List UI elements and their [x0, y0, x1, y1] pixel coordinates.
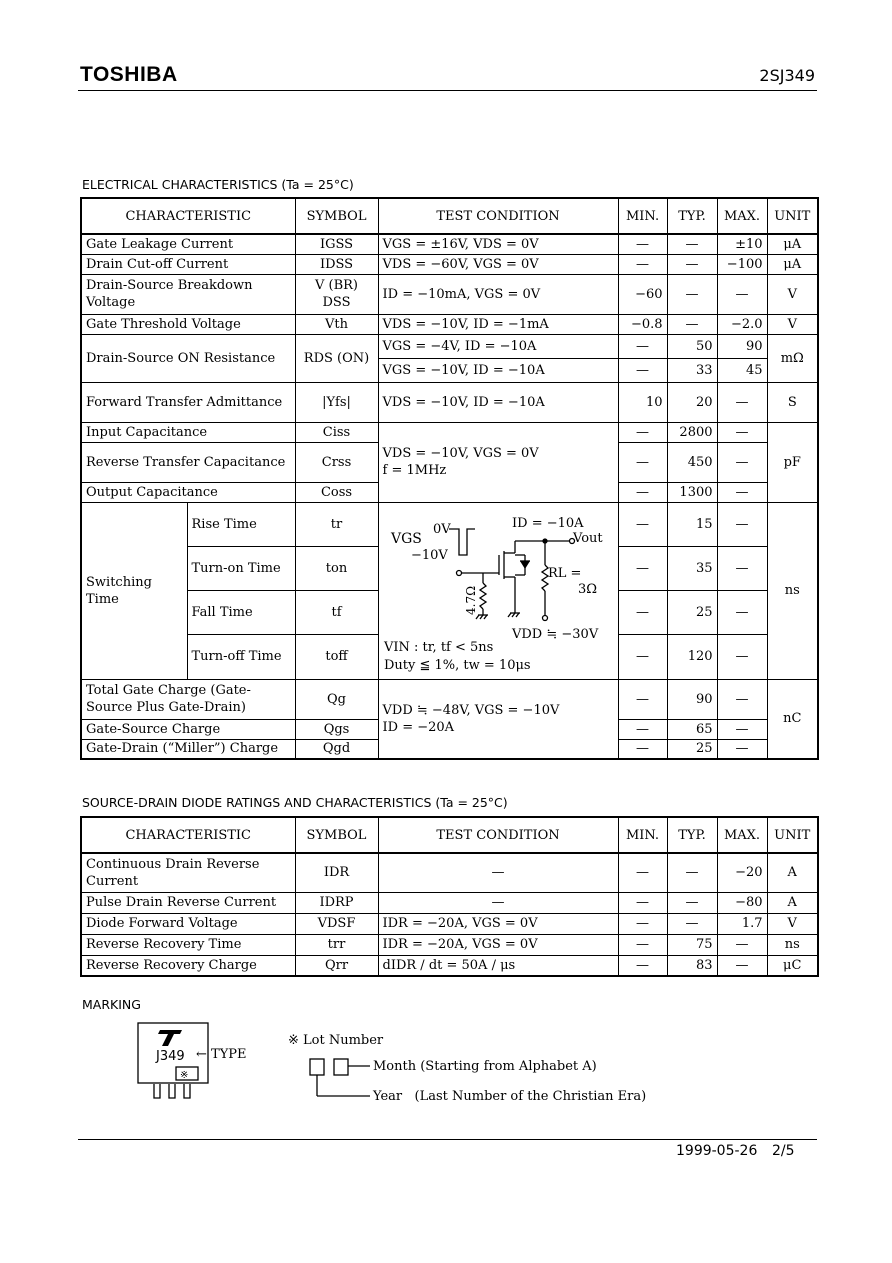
- brand-logo: TOSHIBA: [80, 63, 178, 86]
- table-row: Reverse Transfer Capacitance Crss — 450 —: [81, 442, 818, 482]
- table-row: Fall Time tf — 25 —: [81, 591, 818, 635]
- col-symbol: SYMBOL: [295, 817, 378, 853]
- lot-mark-symbol: ※: [180, 1070, 189, 1081]
- marking-title: MARKING: [82, 997, 141, 1012]
- table-row: Drain Cut-off Current IDSS VDS = −60V, VGS = 0V — — −100 μA: [81, 254, 818, 274]
- switching-test-circuit: [378, 502, 618, 679]
- switching-circuit-diagram: [379, 503, 619, 679]
- col-symbol: SYMBOL: [295, 198, 378, 234]
- footer-page: 2/5: [772, 1143, 795, 1159]
- circuit-rl-value: 3Ω: [577, 581, 597, 597]
- table-row: Gate-Source Charge Qgs — 65 —: [81, 719, 818, 739]
- col-characteristic: CHARACTERISTIC: [81, 198, 295, 234]
- table-row: Output Capacitance Coss — 1300 —: [81, 482, 818, 502]
- table-row: Drain-Source ON Resistance RDS (ON) VGS = −4V, ID = −10A — 50 90 mΩ: [81, 334, 818, 358]
- circuit-rl-label: RL =: [547, 565, 581, 581]
- table-row: Turn-off Time toff — 120 —: [81, 635, 818, 679]
- circuit-vgs-label: VGS: [390, 530, 422, 547]
- table-row: Gate Threshold Voltage Vth VDS = −10V, ID = −1mA −0.8 — −2.0 V: [81, 314, 818, 334]
- col-min: MIN.: [618, 198, 667, 234]
- col-typ: TYP.: [667, 198, 717, 234]
- table-row: Switching Time Rise Time tr VGS 0V −10V ID = −10A Vout RL = 3Ω 4.7Ω VDD ≒ −30V VIN : tr, tf < 5ns Duty ≦ 1%, tw = 10μs — 15 — ns: [81, 502, 818, 546]
- table-row: Gate Leakage Current IGSS VGS = ±16V, VDS = 0V — — ±10 μA: [81, 234, 818, 254]
- col-typ: TYP.: [667, 817, 717, 853]
- circuit-vout-label: Vout: [572, 530, 603, 546]
- col-test-condition: TEST CONDITION: [378, 198, 618, 234]
- table-row: Input Capacitance Ciss VDS = −10V, VGS = 0V f = 1MHz — 2800 — pF: [81, 422, 818, 442]
- toshiba-logo-mark: [158, 1030, 182, 1046]
- col-unit: UNIT: [767, 198, 818, 234]
- marking-diagram: [130, 1018, 690, 1108]
- capacitance-condition: VDS = −10V, VGS = 0V f = 1MHz: [378, 422, 618, 502]
- circuit-vdd-label: VDD ≒ −30V: [511, 626, 598, 642]
- lot-number-label: ※ Lot Number: [288, 1033, 384, 1048]
- diode-title: SOURCE-DRAIN DIODE RATINGS AND CHARACTERISTICS (Ta = 25°C): [82, 795, 508, 810]
- circuit-id-label: ID = −10A: [511, 515, 584, 531]
- circuit-note-duty: Duty ≦ 1%, tw = 10μs: [383, 657, 531, 673]
- col-unit: UNIT: [767, 817, 818, 853]
- header-rule: [78, 90, 817, 91]
- table-row: Continuous Drain Reverse Current IDR — — — −20 A: [81, 853, 818, 892]
- year-label: Year (Last Number of the Christian Era): [373, 1089, 647, 1104]
- table-row: Reverse Recovery Charge Qrr dIDR / dt = 50A / μs — 83 — μC: [81, 955, 818, 976]
- table-row: Diode Forward Voltage VDSF IDR = −20A, VGS = 0V — — 1.7 V: [81, 913, 818, 934]
- circuit-0v-label: 0V: [432, 521, 451, 537]
- diode-table: [80, 816, 819, 977]
- month-label: Month (Starting from Alphabet A): [373, 1059, 597, 1074]
- electrical-title: ELECTRICAL CHARACTERISTICS (Ta = 25°C): [82, 177, 354, 192]
- footer-date: 1999-05-26: [676, 1143, 758, 1159]
- month-box: [334, 1059, 348, 1075]
- gate-charge-condition: VDD ≒ −48V, VGS = −10V ID = −20A: [378, 679, 618, 759]
- table-row: Gate-Drain (“Miller”) Charge Qgd — 25 —: [81, 739, 818, 759]
- part-number: 2SJ349: [759, 66, 815, 85]
- col-characteristic: CHARACTERISTIC: [81, 817, 295, 853]
- col-min: MIN.: [618, 817, 667, 853]
- year-box: [310, 1059, 324, 1075]
- type-label: ← TYPE: [196, 1047, 247, 1062]
- circuit-gate-resistor-label: 4.7Ω: [463, 585, 478, 615]
- table-row: Forward Transfer Admittance |Yfs| VDS = −10V, ID = −10A 10 20 — S: [81, 382, 818, 422]
- table-row: Drain-Source Breakdown Voltage V (BR) DSS ID = −10mA, VGS = 0V −60 — — V: [81, 274, 818, 314]
- col-test-condition: TEST CONDITION: [378, 817, 618, 853]
- circuit-neg10v-label: −10V: [410, 547, 448, 563]
- table-row: VGS = −10V, ID = −10A — 33 45: [81, 358, 818, 382]
- table-row: Pulse Drain Reverse Current IDRP — — — −80 A: [81, 892, 818, 913]
- table-row: Reverse Recovery Time trr IDR = −20A, VGS = 0V — 75 — ns: [81, 934, 818, 955]
- col-max: MAX.: [717, 817, 767, 853]
- chip-type-text: J349: [156, 1049, 185, 1064]
- table-row: Total Gate Charge (Gate-Source Plus Gate-Drain) Qg VDD ≒ −48V, VGS = −10V ID = −20A — 90 — nC: [81, 679, 818, 719]
- circuit-note-vin: VIN : tr, tf < 5ns: [383, 639, 493, 655]
- table-row: Turn-on Time ton — 35 —: [81, 546, 818, 590]
- electrical-table: [80, 197, 819, 760]
- footer-rule: [78, 1139, 817, 1140]
- col-max: MAX.: [717, 198, 767, 234]
